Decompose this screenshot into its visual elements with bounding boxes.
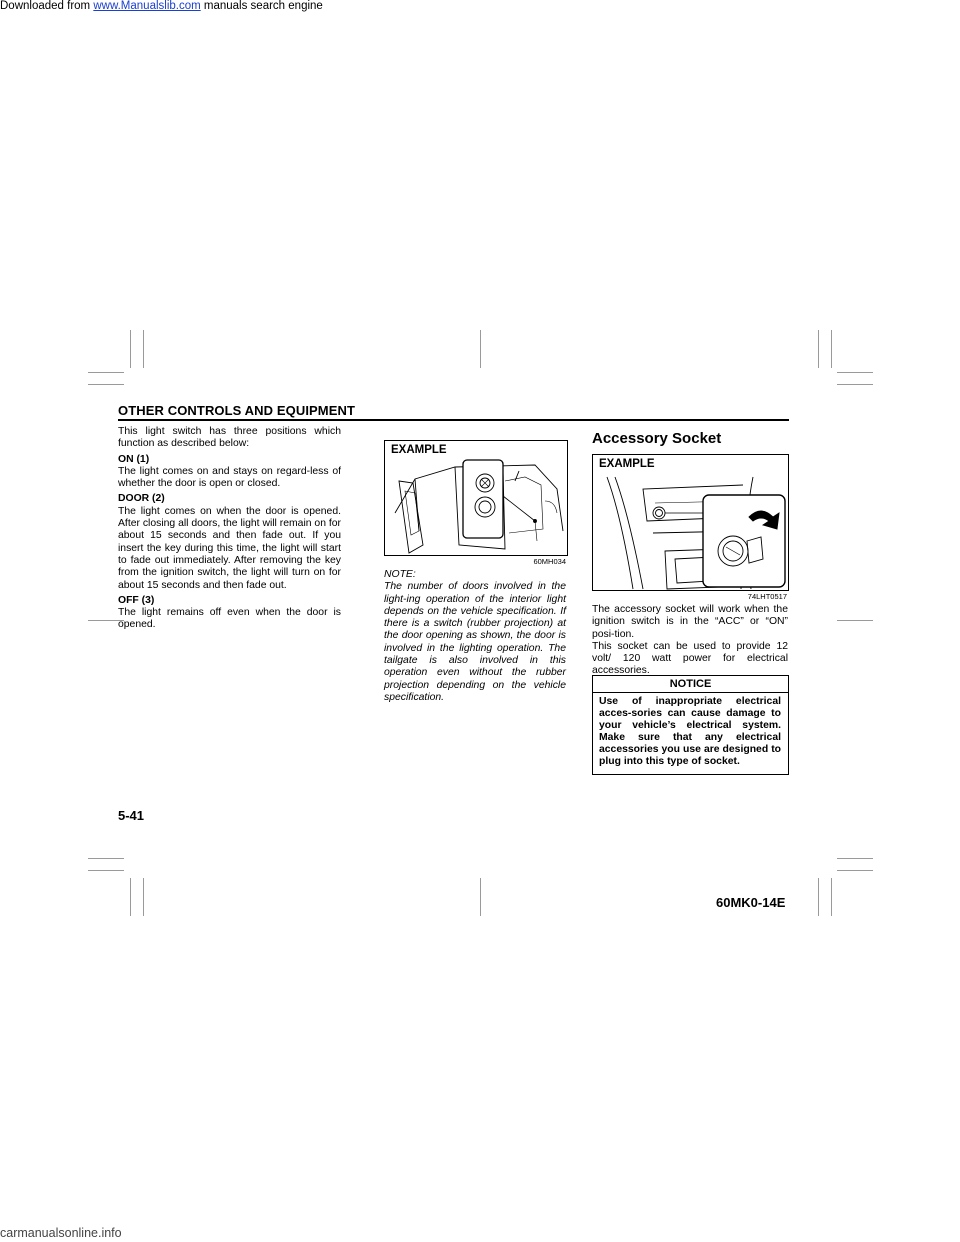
accessory-text [592, 604, 788, 678]
on-text: The light comes on and stays on regard-less of whether the door is open or closed. [118, 465, 341, 490]
socket-illustration [593, 455, 788, 590]
light-switch-column [118, 426, 341, 632]
door-switch-figure [384, 440, 568, 556]
intro-text: This light switch has three positions which function as described below: [118, 426, 341, 450]
note-block [384, 569, 566, 704]
door-heading: DOOR (2) [118, 493, 165, 505]
figure2-code: 74LHT0517 [747, 592, 787, 601]
figure-example-label: EXAMPLE [599, 458, 655, 470]
figure1-code: 60MH034 [533, 557, 566, 566]
off-heading: OFF (3) [118, 594, 155, 606]
notice-heading: NOTICE [593, 676, 788, 693]
door-text: The light comes on when the door is opened. After closing all doors, the light will remain on for about 15 seconds and then fade out. If you insert the key during this time, the light will start to fade out immediately. After removing the key from the ignition switch, the light will turn on for about 15 seconds and then fade out. [118, 505, 341, 591]
door-illustration [385, 441, 567, 555]
page-number: 5-41 [118, 808, 145, 823]
download-line [0, 0, 323, 12]
download-suffix: manuals search engine [200, 0, 323, 12]
section-header: OTHER CONTROLS AND EQUIPMENT [118, 403, 356, 418]
notice-box [592, 675, 789, 775]
accessory-para2: This socket can be used to provide 12 volt/ 120 watt power for electrical accessories. [592, 640, 788, 677]
accessory-socket-figure [592, 454, 789, 591]
note-text: The number of doors involved in the light-ing operation of the interior light depends on the vehicle specification. If there is a switch (rubber projection) at the door opening as shown, the door is involved in the lighting operation. The tailgate is also involved in this operation even without the rubber projection depending on the vehicle specification. [384, 581, 566, 703]
download-prefix: Downloaded from [0, 0, 94, 12]
note-label: NOTE: [384, 569, 416, 580]
watermark: carmanualsonline.info [0, 1226, 122, 1240]
on-heading: ON (1) [118, 453, 150, 465]
notice-text: Use of inappropriate electrical acces-sories can cause damage to your vehicle’s electrical system. Make sure that any electrical accessories you use are designed to plug into this type of socket. [599, 696, 781, 767]
accessory-socket-title: Accessory Socket [592, 430, 722, 447]
header-rule [118, 419, 789, 421]
figure-example-label: EXAMPLE [391, 444, 447, 456]
off-text: The light remains off even when the door is opened. [118, 607, 341, 631]
document-code: 60MK0-14E [716, 895, 786, 910]
accessory-para1: The accessory socket will work when the ignition switch is in the “ACC” or “ON” posi-tion. [592, 604, 788, 640]
manualslib-link[interactable]: www.Manualslib.com [93, 0, 201, 12]
